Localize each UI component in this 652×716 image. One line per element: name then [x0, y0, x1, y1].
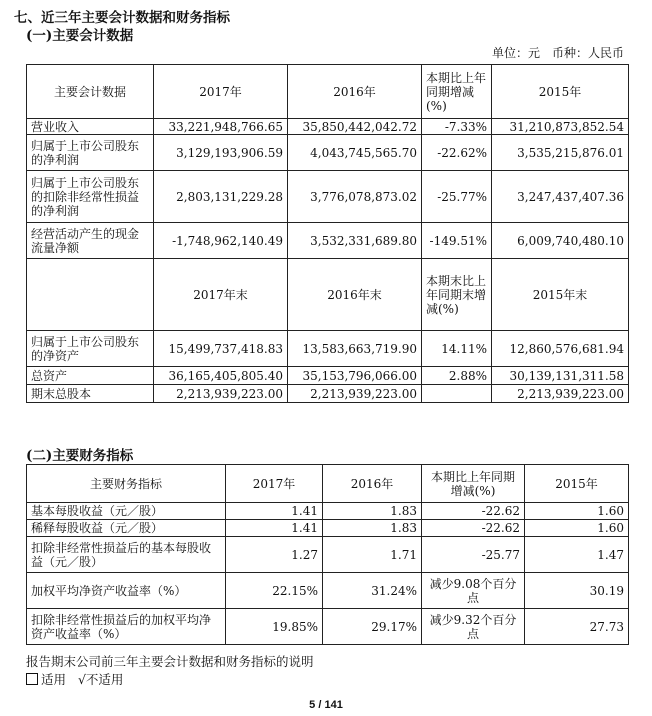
value-cell: 15,499,737,418.83: [154, 331, 288, 367]
value-cell: 2,213,939,223.00: [492, 385, 629, 403]
table-row: [27, 503, 629, 520]
value-cell: 29.17%: [323, 609, 422, 645]
value-cell: 1.71: [323, 537, 422, 573]
value-cell: 12,860,576,681.94: [492, 331, 629, 367]
value-cell: -25.77: [422, 537, 525, 573]
table-row: [27, 119, 629, 135]
value-cell: 1.83: [323, 520, 422, 537]
row-label: 经营活动产生的现金流量净额: [27, 223, 154, 259]
value-cell: 3,247,437,407.36: [492, 171, 629, 223]
table-header-row: [27, 465, 629, 503]
value-cell: 35,153,796,066.00: [288, 367, 422, 385]
header-cell: 2017年: [226, 465, 323, 503]
value-cell: 27.73: [525, 609, 629, 645]
table-row: [27, 573, 629, 609]
option-applicable: 适用: [41, 672, 67, 687]
row-label: 总资产: [27, 367, 154, 385]
value-cell: 31.24%: [323, 573, 422, 609]
value-cell: 19.85%: [226, 609, 323, 645]
subsection-title-financial: (二)主要财务指标: [26, 448, 134, 464]
header-cell: 本期末比上年同期末增减(%): [422, 259, 492, 331]
table-row: [27, 520, 629, 537]
header-cell: 本期比上年同期增减(%): [422, 65, 492, 119]
value-cell: 1.60: [525, 503, 629, 520]
row-label: 期末总股本: [27, 385, 154, 403]
value-cell: 14.11%: [422, 331, 492, 367]
row-label: 归属于上市公司股东的扣除非经常性损益的净利润: [27, 171, 154, 223]
page-number: 5 / 141: [309, 699, 343, 711]
option-not-applicable: √不适用: [77, 672, 124, 687]
table-subheader-row: [27, 259, 629, 331]
table-row: [27, 609, 629, 645]
value-cell: 3,532,331,689.80: [288, 223, 422, 259]
row-label: 基本每股收益（元／股）: [27, 503, 226, 520]
header-cell: 2017年: [154, 65, 288, 119]
table-row: [27, 135, 629, 171]
value-cell: 4,043,745,565.70: [288, 135, 422, 171]
value-cell: 1.47: [525, 537, 629, 573]
value-cell: 减少9.08个百分点: [422, 573, 525, 609]
value-cell: 36,165,405,805.40: [154, 367, 288, 385]
applicability-options: [26, 670, 123, 688]
value-cell: -149.51%: [422, 223, 492, 259]
header-cell: 主要会计数据: [27, 65, 154, 119]
value-cell: 33,221,948,766.65: [154, 119, 288, 135]
row-label: 扣除非经常性损益后的加权平均净资产收益率（%）: [27, 609, 226, 645]
header-cell: 2015年末: [492, 259, 629, 331]
table-header-row: [27, 65, 629, 119]
row-label: 营业收入: [27, 119, 154, 135]
value-cell: 31,210,873,852.54: [492, 119, 629, 135]
value-cell: 1.83: [323, 503, 422, 520]
accounting-data-table: [26, 64, 629, 403]
value-cell: 6,009,740,480.10: [492, 223, 629, 259]
row-label: 归属于上市公司股东的净资产: [27, 331, 154, 367]
unit-currency-line: 单位：元 币种：人民币: [491, 46, 624, 60]
value-cell: 3,535,215,876.01: [492, 135, 629, 171]
header-cell: 2016年: [288, 65, 422, 119]
header-cell: 2015年: [525, 465, 629, 503]
value-cell: 减少9.32个百分点: [422, 609, 525, 645]
header-cell: 2015年: [492, 65, 629, 119]
value-cell: 2,213,939,223.00: [288, 385, 422, 403]
section-title: 七、近三年主要会计数据和财务指标: [14, 10, 230, 26]
table-row: [27, 385, 629, 403]
row-label: 稀释每股收益（元／股）: [27, 520, 226, 537]
row-label: 扣除非经常性损益后的基本每股收益（元／股）: [27, 537, 226, 573]
value-cell: 3,776,078,873.02: [288, 171, 422, 223]
value-cell: 1.41: [226, 520, 323, 537]
value-cell: 22.15%: [226, 573, 323, 609]
value-cell: -22.62: [422, 503, 525, 520]
header-cell: [27, 259, 154, 331]
explanation-note: 报告期末公司前三年主要会计数据和财务指标的说明: [26, 654, 314, 669]
value-cell: 1.27: [226, 537, 323, 573]
row-label: 归属于上市公司股东的净利润: [27, 135, 154, 171]
value-cell: -22.62: [422, 520, 525, 537]
table-row: [27, 367, 629, 385]
financial-indicators-table: [26, 464, 629, 645]
header-cell: 2016年末: [288, 259, 422, 331]
value-cell: 3,129,193,906.59: [154, 135, 288, 171]
value-cell: 1.60: [525, 520, 629, 537]
value-cell: 1.41: [226, 503, 323, 520]
header-cell: 主要财务指标: [27, 465, 226, 503]
value-cell: 35,850,442,042.72: [288, 119, 422, 135]
table-row: [27, 537, 629, 573]
value-cell: 13,583,663,719.90: [288, 331, 422, 367]
value-cell: 2,213,939,223.00: [154, 385, 288, 403]
header-cell: 2016年: [323, 465, 422, 503]
header-cell: 本期比上年同期增减(%): [422, 465, 525, 503]
value-cell: 2.88%: [422, 367, 492, 385]
subsection-title-accounting: (一)主要会计数据: [26, 28, 134, 44]
value-cell: 30,139,131,311.58: [492, 367, 629, 385]
value-cell: 30.19: [525, 573, 629, 609]
table-row: [27, 223, 629, 259]
row-label: 加权平均净资产收益率（%）: [27, 573, 226, 609]
value-cell: [422, 385, 492, 403]
value-cell: 2,803,131,229.28: [154, 171, 288, 223]
value-cell: -25.77%: [422, 171, 492, 223]
header-cell: 2017年末: [154, 259, 288, 331]
value-cell: -1,748,962,140.49: [154, 223, 288, 259]
value-cell: -22.62%: [422, 135, 492, 171]
checkbox-icon: [26, 673, 38, 685]
value-cell: -7.33%: [422, 119, 492, 135]
table-row: [27, 171, 629, 223]
table-row: [27, 331, 629, 367]
